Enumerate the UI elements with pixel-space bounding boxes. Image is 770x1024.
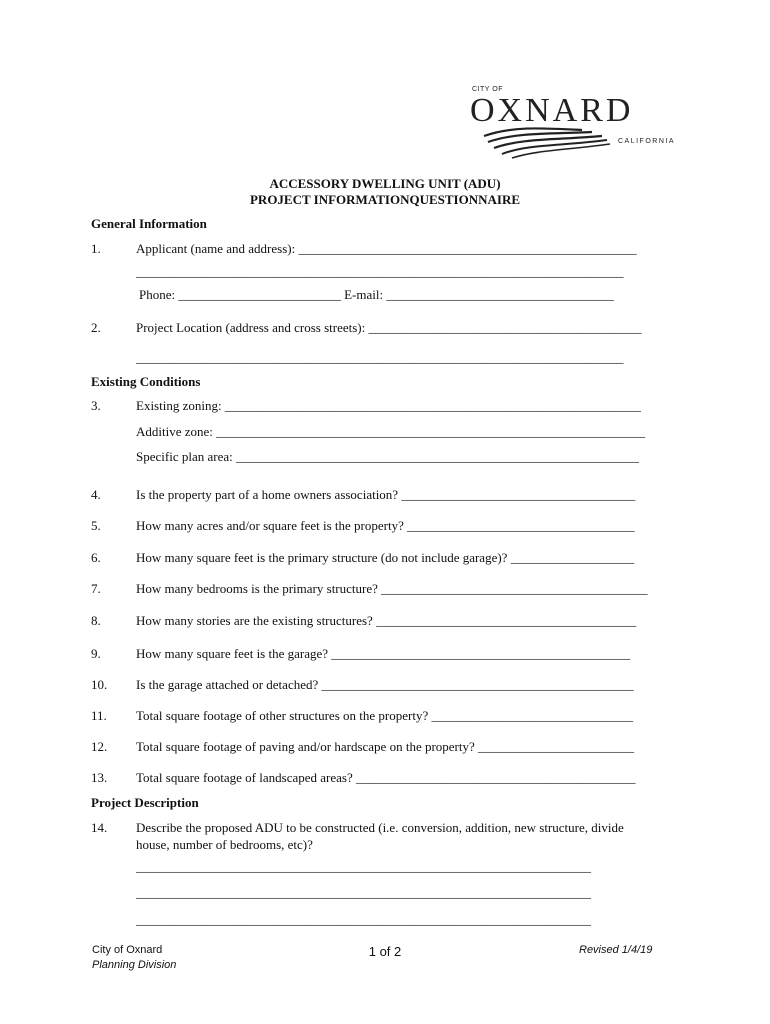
adu-description-line[interactable]: ______________________________________________________________________ xyxy=(136,912,591,927)
question-number: 11. xyxy=(91,708,107,723)
form-title-line1: ACCESSORY DWELLING UNIT (ADU) xyxy=(269,176,501,191)
section-project-description: Project Description xyxy=(91,795,199,810)
applicant-field-line2[interactable]: ___________________________________________________________________________ xyxy=(136,264,624,279)
adu-description-line[interactable]: ______________________________________________________________________ xyxy=(136,885,591,900)
additive-zone-field[interactable]: Additive zone: __________________________________________________________________ xyxy=(136,424,646,439)
revision-date: Revised 1/4/19 xyxy=(579,944,653,956)
question-number: 9. xyxy=(91,646,101,661)
question-number: 12. xyxy=(91,739,108,754)
footer-division: Planning Division xyxy=(92,959,177,971)
question-number: 8. xyxy=(91,613,101,628)
question-number: 10. xyxy=(91,677,108,692)
garage-sqft-field[interactable]: How many square feet is the garage? ______________________________________________ xyxy=(136,646,631,661)
question-number: 13. xyxy=(91,770,108,785)
stories-field[interactable]: How many stories are the existing structures? ________________________________________ xyxy=(136,613,637,628)
logo-state: CALIFORNIA xyxy=(618,138,676,145)
other-structures-sqft-field[interactable]: Total square footage of other structures on the property? _______________________________ xyxy=(136,708,633,723)
section-general-information: General Information xyxy=(91,216,207,231)
property-size-field[interactable]: How many acres and/or square feet is the property? ___________________________________ xyxy=(136,518,635,533)
page-number: 1 of 2 xyxy=(368,944,402,959)
project-location-field[interactable]: Project Location (address and cross streets): __________________________________________ xyxy=(136,320,642,335)
paving-sqft-field[interactable]: Total square footage of paving and/or hardscape on the property? ________________________ xyxy=(136,739,635,754)
phone-email-field[interactable]: Phone: _________________________ E-mail: ___________________________________ xyxy=(139,287,614,302)
question-number: 6. xyxy=(91,550,101,565)
hoa-field[interactable]: Is the property part of a home owners association? ____________________________________ xyxy=(136,487,636,502)
question-number: 1. xyxy=(91,241,101,256)
question-number: 2. xyxy=(91,320,101,335)
specific-plan-area-field[interactable]: Specific plan area: ______________________________________________________________ xyxy=(136,449,639,464)
wave-icon xyxy=(482,126,612,166)
adu-description-prompt-line2: house, number of bedrooms, etc)? xyxy=(136,837,313,852)
question-number: 7. xyxy=(91,581,101,596)
adu-description-line[interactable]: ______________________________________________________________________ xyxy=(136,859,591,874)
logo-city-of: CITY OF xyxy=(472,86,503,93)
applicant-field[interactable]: Applicant (name and address): ____________________________________________________ xyxy=(136,241,637,256)
primary-structure-sqft-field[interactable]: How many square feet is the primary structure (do not include garage)? ___________________ xyxy=(136,550,635,565)
question-number: 14. xyxy=(91,820,108,835)
section-existing-conditions: Existing Conditions xyxy=(91,374,201,389)
existing-zoning-field[interactable]: Existing zoning: ________________________________________________________________ xyxy=(136,398,641,413)
question-number: 3. xyxy=(91,398,101,413)
question-number: 5. xyxy=(91,518,101,533)
question-number: 4. xyxy=(91,487,101,502)
footer-org: City of Oxnard xyxy=(92,944,163,956)
adu-description-prompt: Describe the proposed ADU to be constructed (i.e. conversion, addition, new structure, divide xyxy=(136,820,624,835)
form-title-line2: PROJECT INFORMATIONQUESTIONNAIRE xyxy=(249,192,521,207)
landscaped-sqft-field[interactable]: Total square footage of landscaped areas? ___________________________________________ xyxy=(136,770,636,785)
garage-attached-field[interactable]: Is the garage attached or detached? ________________________________________________ xyxy=(136,677,634,692)
city-logo xyxy=(470,86,675,166)
project-location-field-line2[interactable]: ___________________________________________________________________________ xyxy=(136,350,624,365)
logo-name: OXNARD xyxy=(470,92,634,129)
bedrooms-field[interactable]: How many bedrooms is the primary structure? _________________________________________ xyxy=(136,581,648,596)
